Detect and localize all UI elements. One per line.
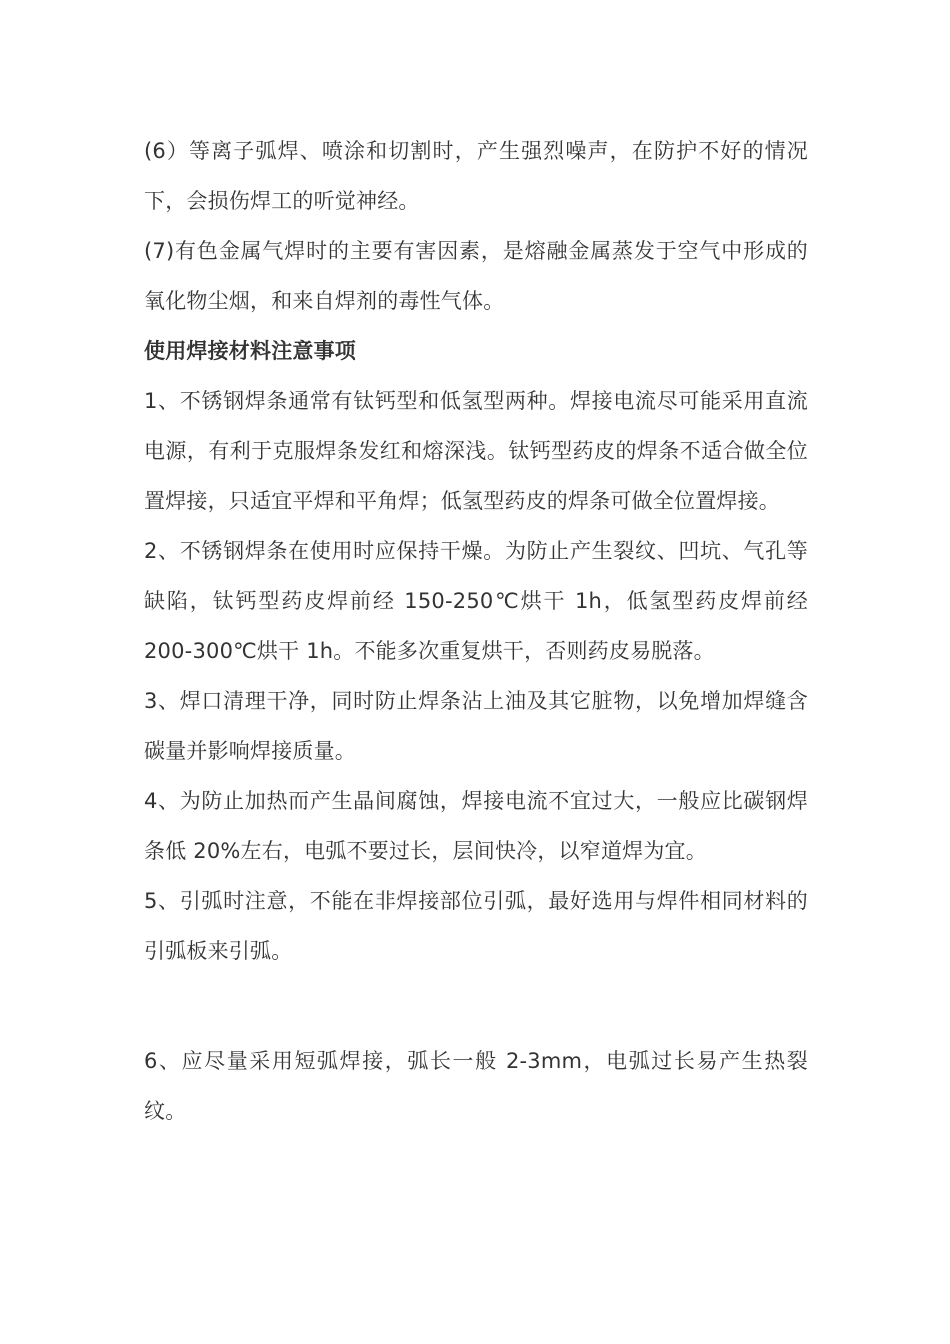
list-item-1: 1、不锈钢焊条通常有钛钙型和低氢型两种。焊接电流尽可能采用直流电源，有利于克服焊条发红和熔深浅。钛钙型药皮的焊条不适合做全位置焊接，只适宜平焊和平角焊；低氢型药皮的焊条可做全位置焊接。 <box>144 389 808 513</box>
section-heading: 使用焊接材料注意事项 <box>144 339 356 363</box>
list-item-3: 3、焊口清理干净，同时防止焊条沾上油及其它脏物，以免增加焊缝含碳量并影响焊接质量。 <box>144 689 808 763</box>
document-body <box>144 126 808 1136</box>
list-item-6: 6、应尽量采用短弧焊接，弧长一般 2-3mm，电弧过长易产生热裂纹。 <box>144 1049 808 1123</box>
list-item-5: 5、引弧时注意，不能在非焊接部位引弧，最好选用与焊件相同材料的引弧板来引弧。 <box>144 889 808 963</box>
paragraph-6: (6）等离子弧焊、喷涂和切割时，产生强烈噪声，在防护不好的情况下，会损伤焊工的听觉神经。 <box>144 139 808 213</box>
paragraph-7: (7)有色金属气焊时的主要有害因素，是熔融金属蒸发于空气中形成的氧化物尘烟，和来自焊剂的毒性气体。 <box>144 239 808 313</box>
blank-space <box>144 976 808 1036</box>
list-item-2: 2、不锈钢焊条在使用时应保持干燥。为防止产生裂纹、凹坑、气孔等缺陷，钛钙型药皮焊前经 150-250℃烘干 1h，低氢型药皮焊前经 200-300℃烘干 1h。不能多次重复烘干，否则药皮易脱落。 <box>144 539 808 663</box>
list-item-4: 4、为防止加热而产生晶间腐蚀，焊接电流不宜过大，一般应比碳钢焊条低 20%左右，电弧不要过长，层间快冷，以窄道焊为宜。 <box>144 789 808 863</box>
